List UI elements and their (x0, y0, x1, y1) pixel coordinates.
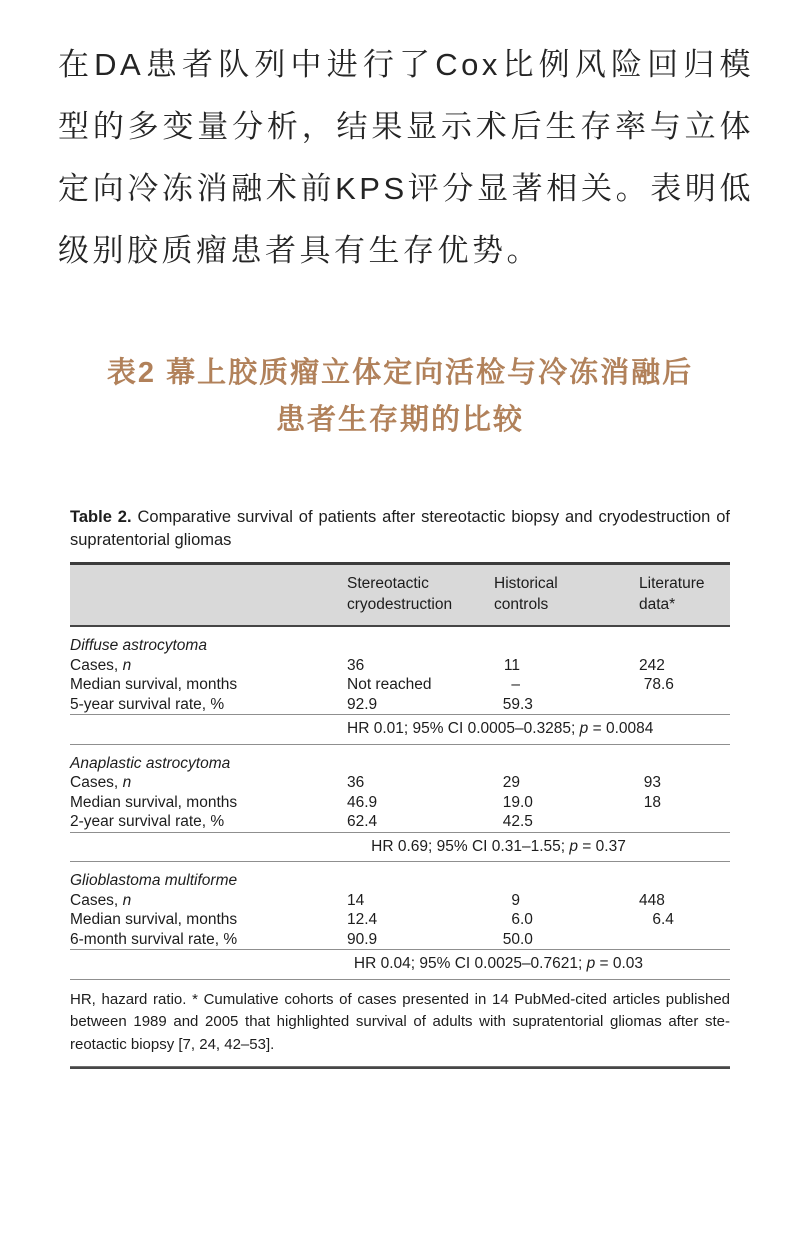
caption-line-2: 患者生存期的比较 (275, 404, 524, 436)
table-row (70, 695, 730, 715)
int-part: 50 (502, 930, 520, 948)
table-row (70, 910, 730, 930)
section-name: Diffuse astrocytoma (70, 637, 207, 654)
survival-table (70, 562, 730, 980)
hr-row (70, 832, 730, 862)
p-var: p (579, 720, 589, 737)
table-row (70, 891, 730, 911)
int-part: 42 (502, 813, 520, 830)
value-cell (639, 656, 730, 676)
header-cell-historical (494, 564, 639, 627)
row-label-italic: n (122, 656, 132, 674)
section-name: Glioblastoma multiforme (70, 872, 238, 889)
value-cell: 36 (347, 774, 365, 791)
frac-part: .5 (520, 813, 533, 830)
value-cell: 90.9 (347, 930, 378, 948)
value-cell (494, 891, 639, 911)
header-cell-empty (70, 564, 347, 627)
hr-note: HR 0.69; 95% CI 0.31–1.55; p = 0.37 (347, 832, 730, 862)
hr-row (70, 950, 730, 980)
value-cell: 46.9 (347, 793, 378, 811)
value-cell (639, 773, 730, 793)
table-bottom-rule (70, 1066, 730, 1069)
value-cell (494, 910, 639, 930)
frac-part: .3 (520, 695, 533, 713)
body-paragraph: 在DA患者队列中进行了Cox比例风险回归模型的多变量分析，结果显示术后生存率与立体定向冷冻消融术前KPS评分显著相关。表明低级别胶质瘤患者具有生存优势。 (58, 47, 754, 268)
table-row (70, 812, 730, 832)
section-name-row (70, 862, 730, 891)
value-cell (639, 695, 730, 715)
table-title-label: Table 2. (70, 508, 132, 526)
row-label: 2-year survival rate, % (70, 813, 225, 830)
value-cell (494, 656, 639, 676)
value-cell: Not reached (347, 676, 432, 693)
row-label: Median survival, months (70, 911, 238, 928)
row-label: Cases, n (70, 656, 132, 674)
table-row (70, 656, 730, 676)
value-cell: 36 (347, 656, 365, 674)
value-cell: 62.4 (347, 813, 378, 830)
value-cell (639, 891, 730, 911)
value-cell (494, 930, 639, 950)
header-cell-stereotactic (347, 564, 494, 627)
int-part: 6 (511, 911, 520, 928)
row-label: Median survival, months (70, 676, 238, 693)
table-figure (70, 506, 730, 1069)
section-name-row (70, 744, 730, 773)
column-header-label: Literature data* (639, 575, 705, 613)
column-header-label: Stereotactic cryodestruction (347, 575, 453, 613)
p-var: p (586, 955, 596, 972)
row-label: Median survival, months (70, 793, 238, 811)
int-part: 18 (643, 793, 661, 811)
int-part: 11 (503, 656, 520, 674)
table-row (70, 675, 730, 695)
int-part: 19 (502, 793, 520, 811)
value-cell: 92.9 (347, 695, 378, 713)
int-part: 9 (511, 891, 520, 909)
table-title (70, 506, 730, 552)
row-label-italic: n (122, 774, 132, 791)
frac-part: .0 (520, 930, 533, 948)
value-cell (494, 812, 639, 832)
value-cell (639, 812, 730, 832)
table-row (70, 773, 730, 793)
int-part: 29 (502, 774, 520, 791)
table-row (70, 793, 730, 813)
value-cell (639, 930, 730, 950)
table-body (70, 626, 730, 979)
row-label: Cases, n (70, 891, 132, 909)
header-cell-literature (639, 564, 730, 627)
frac-part: .6 (661, 676, 674, 693)
hr-row-spacer (70, 950, 347, 980)
hr-row-spacer (70, 715, 347, 745)
int-part: 6 (652, 911, 661, 928)
row-label: 6-month survival rate, % (70, 930, 238, 948)
value-cell (639, 793, 730, 813)
hr-note: HR 0.01; 95% CI 0.0005–0.3285; p = 0.0084 (347, 715, 730, 745)
value-cell (639, 910, 730, 930)
int-part: 448 (639, 891, 665, 909)
value-cell (639, 675, 730, 695)
hr-row-spacer (70, 832, 347, 862)
value-cell (494, 675, 639, 695)
table-caption-cn (40, 350, 760, 444)
value-cell (494, 793, 639, 813)
frac-part: .0 (520, 911, 533, 928)
row-label-italic: n (122, 891, 132, 909)
int-part: 242 (639, 656, 665, 674)
section-name-row (70, 626, 730, 656)
table-header-row (70, 564, 730, 627)
table-footnote: HR, hazard ratio. * Cumulative cohorts of cases presented in 14 PubMed-cited articles published between 1989 and 2005 that highlighted survival of adults with supratentorial gliomas after stereotactic biopsy [7, 24, 42–53]. (70, 990, 730, 1053)
int-part: 93 (643, 774, 661, 791)
hr-note: HR 0.04; 95% CI 0.0025–0.7621; p = 0.03 (347, 950, 730, 980)
int-part: 59 (502, 695, 520, 713)
frac-part: .0 (520, 793, 533, 811)
value-cell: 14 (347, 891, 365, 909)
int-part: – (511, 676, 520, 693)
table-title-text: Comparative survival of patients after stereotactic biopsy and cryodestruction of supratentorial gliomas (70, 508, 731, 549)
caption-line-1: 表2 幕上胶质瘤立体定向活检与冷冻消融后 (106, 357, 694, 389)
column-header-label: Historical controls (494, 575, 558, 613)
int-part: 78 (643, 676, 661, 693)
frac-part: .4 (661, 911, 674, 928)
hr-row (70, 715, 730, 745)
value-cell (494, 695, 639, 715)
table-row (70, 930, 730, 950)
row-label: Cases, n (70, 774, 132, 791)
value-cell (494, 773, 639, 793)
p-var: p (569, 837, 578, 855)
value-cell: 12.4 (347, 911, 378, 928)
section-name: Anaplastic astrocytoma (70, 754, 231, 772)
row-label: 5-year survival rate, % (70, 695, 225, 713)
